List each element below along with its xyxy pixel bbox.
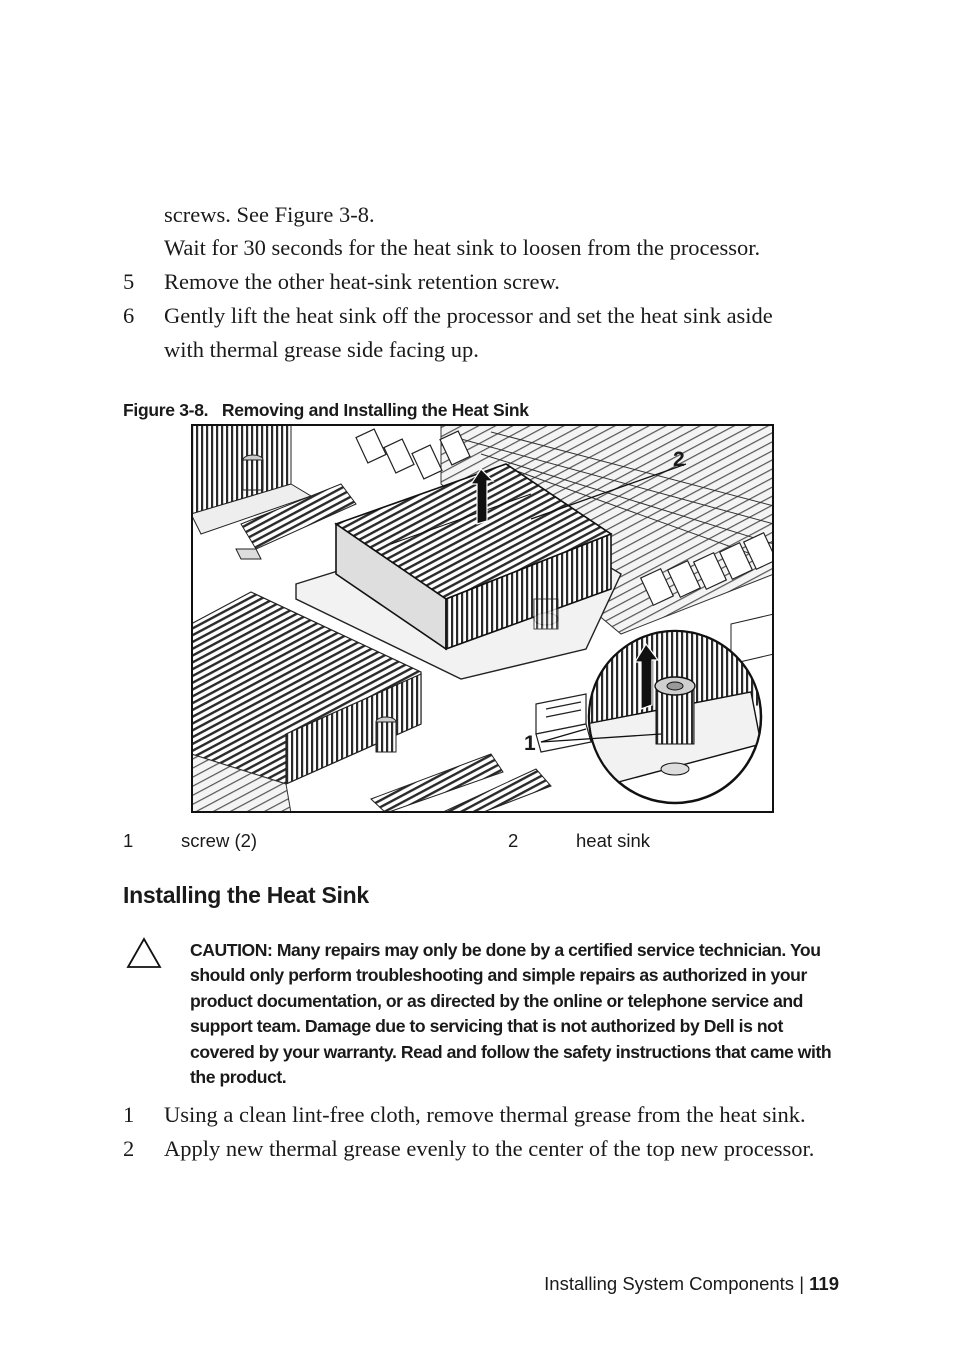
figure-caption: Figure 3-8. Removing and Installing the Heat Sink (123, 400, 529, 420)
caution-line: product documentation, or as directed by the online or telephone service and (190, 990, 803, 1011)
caution-triangle-icon (126, 937, 162, 974)
section-heading: Installing the Heat Sink (123, 882, 369, 908)
caution-line: CAUTION: Many repairs may only be done by a certified service technician. You (190, 940, 821, 960)
step-number: 6 (123, 303, 135, 328)
footer-section-title: Installing System Components (544, 1273, 795, 1294)
body-continuation-line: screws. See Figure 3-8. (164, 202, 375, 227)
step-number: 5 (123, 269, 135, 294)
legend-label: screw (2) (181, 830, 258, 851)
footer-separator: | (799, 1273, 804, 1294)
callout-2-label: 2 (673, 448, 685, 471)
caution-line: should only perform troubleshooting and simple repairs as authorized in your (190, 965, 807, 986)
step-text-continued: with thermal grease side facing up. (164, 337, 479, 362)
step-number: 2 (123, 1136, 135, 1161)
page-number: 119 (809, 1273, 839, 1294)
callout-1-label: 1 (524, 732, 536, 755)
caution-notice (190, 938, 870, 1090)
body-continuation-line: Wait for 30 seconds for the heat sink to loosen from the processor. (164, 235, 761, 260)
legend-number: 2 (508, 830, 519, 851)
legend-label: heat sink (576, 830, 651, 851)
step-text: Gently lift the heat sink off the processor and set the heat sink aside (164, 303, 773, 328)
step-text: Remove the other heat-sink retention screw. (164, 269, 560, 294)
caution-line: support team. Damage due to servicing that is not authorized by Dell is not (190, 1016, 783, 1037)
step-text: Apply new thermal grease evenly to the center of the top new processor. (164, 1136, 815, 1161)
caution-line: the product. (190, 1067, 287, 1088)
step-text: Using a clean lint-free cloth, remove thermal grease from the heat sink. (164, 1102, 806, 1127)
step-number: 1 (123, 1102, 135, 1127)
page-footer (544, 1273, 839, 1295)
caution-line: covered by your warranty. Read and follow the safety instructions that came with (190, 1041, 832, 1062)
heat-sink-illustration (191, 424, 774, 813)
legend-number: 1 (123, 830, 134, 851)
